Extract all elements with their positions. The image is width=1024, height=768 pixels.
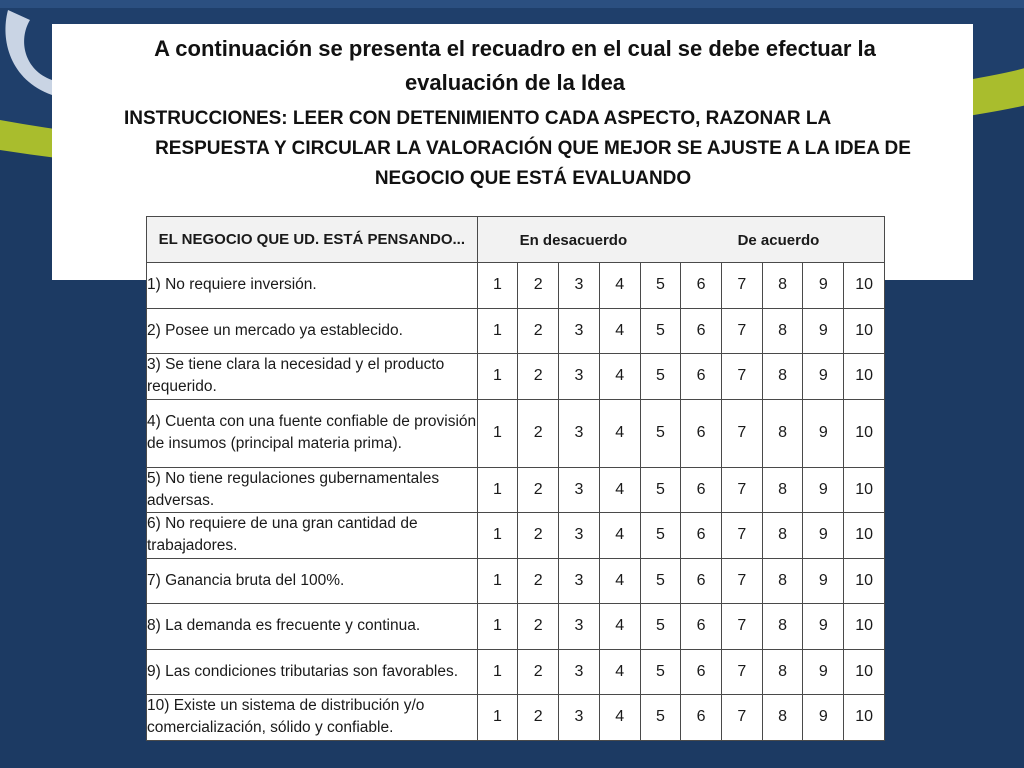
rating-option[interactable]: 5 [640,513,681,559]
aspect-cell: 1) No requiere inversión. [147,263,478,309]
rating-option[interactable]: 9 [803,604,844,650]
rating-option[interactable]: 10 [844,467,885,513]
rating-option[interactable]: 2 [518,649,559,695]
rating-option[interactable]: 6 [681,263,722,309]
rating-option[interactable]: 3 [559,467,600,513]
rating-option[interactable]: 9 [803,467,844,513]
aspect-cell: 6) No requiere de una gran cantidad de trabajadores. [147,513,478,559]
rating-option[interactable]: 9 [803,558,844,604]
table-row [147,263,885,309]
rating-option[interactable]: 9 [803,308,844,354]
table-row [147,695,885,741]
rating-option[interactable]: 7 [722,558,763,604]
rating-option[interactable]: 6 [681,399,722,467]
rating-option[interactable]: 5 [640,604,681,650]
instructions [118,104,948,194]
rating-option[interactable]: 7 [722,263,763,309]
rating-option[interactable]: 4 [599,604,640,650]
rating-option[interactable]: 6 [681,308,722,354]
rating-option[interactable]: 3 [559,354,600,400]
rating-option[interactable]: 8 [762,604,803,650]
rating-option[interactable]: 3 [559,558,600,604]
rating-option[interactable]: 4 [599,467,640,513]
rating-option[interactable]: 8 [762,399,803,467]
rating-option[interactable]: 9 [803,649,844,695]
rating-option[interactable]: 10 [844,263,885,309]
rating-option[interactable]: 1 [477,399,518,467]
rating-option[interactable]: 3 [559,308,600,354]
rating-option[interactable]: 5 [640,467,681,513]
scale-label-disagree: En desacuerdo [519,232,628,249]
rating-option[interactable]: 9 [803,695,844,741]
rating-option[interactable]: 8 [762,308,803,354]
table-body [147,263,885,741]
aspect-cell: 7) Ganancia bruta del 100%. [147,558,478,604]
rating-option[interactable]: 1 [477,263,518,309]
rating-option[interactable]: 4 [599,263,640,309]
rating-option[interactable]: 7 [722,467,763,513]
rating-option[interactable]: 10 [844,649,885,695]
rating-option[interactable]: 10 [844,308,885,354]
rating-option[interactable]: 5 [640,558,681,604]
rating-option[interactable]: 7 [722,354,763,400]
rating-option[interactable]: 6 [681,513,722,559]
rating-option[interactable]: 10 [844,604,885,650]
rating-option[interactable]: 8 [762,649,803,695]
rating-option[interactable]: 1 [477,308,518,354]
aspect-column-header: EL NEGOCIO QUE UD. ESTÁ PENSANDO... [147,217,478,263]
table-row [147,649,885,695]
table-row [147,558,885,604]
rating-option[interactable]: 4 [599,308,640,354]
rating-option[interactable]: 1 [477,513,518,559]
rating-option[interactable]: 7 [722,649,763,695]
rating-option[interactable]: 2 [518,695,559,741]
rating-option[interactable]: 2 [518,513,559,559]
rating-option[interactable]: 8 [762,558,803,604]
rating-option[interactable]: 9 [803,399,844,467]
rating-option[interactable]: 2 [518,399,559,467]
rating-option[interactable]: 9 [803,354,844,400]
rating-option[interactable]: 8 [762,467,803,513]
rating-option[interactable]: 2 [518,354,559,400]
rating-option[interactable]: 2 [518,263,559,309]
rating-option[interactable]: 5 [640,354,681,400]
rating-option[interactable]: 4 [599,695,640,741]
rating-option[interactable]: 6 [681,649,722,695]
table-row [147,354,885,400]
rating-option[interactable]: 10 [844,558,885,604]
aspect-cell: 2) Posee un mercado ya establecido. [147,308,478,354]
rating-option[interactable]: 5 [640,695,681,741]
aspect-cell: 3) Se tiene clara la necesidad y el producto requerido. [147,354,478,400]
aspect-cell: 5) No tiene regulaciones gubernamentales adversas. [147,467,478,513]
rating-option[interactable]: 7 [722,513,763,559]
rating-option[interactable]: 6 [681,558,722,604]
aspect-cell: 8) La demanda es frecuente y continua. [147,604,478,650]
aspect-cell: 4) Cuenta con una fuente confiable de provisión de insumos (principal materia prima). [147,399,478,467]
table-row [147,308,885,354]
rating-option[interactable]: 10 [844,513,885,559]
rating-option[interactable]: 7 [722,604,763,650]
rating-option[interactable]: 9 [803,513,844,559]
rating-option[interactable]: 1 [477,467,518,513]
aspect-cell: 9) Las condiciones tributarias son favorables. [147,649,478,695]
rating-option[interactable]: 6 [681,695,722,741]
rating-option[interactable]: 1 [477,604,518,650]
instructions-line-1: INSTRUCCIONES: LEER CON DETENIMIENTO CADA ASPECTO, RAZONAR LA [124,108,832,129]
rating-option[interactable]: 3 [559,604,600,650]
instructions-line-3: NEGOCIO QUE ESTÁ EVALUANDO [374,168,692,189]
rating-option[interactable]: 4 [599,354,640,400]
rating-option[interactable]: 7 [722,308,763,354]
rating-option[interactable]: 3 [559,263,600,309]
rating-option[interactable]: 5 [640,649,681,695]
rating-option[interactable]: 9 [803,263,844,309]
rating-option[interactable]: 5 [640,399,681,467]
rating-option[interactable]: 6 [681,354,722,400]
rating-option[interactable]: 4 [599,649,640,695]
rating-option[interactable]: 6 [681,467,722,513]
rating-option[interactable]: 7 [722,695,763,741]
rating-option[interactable]: 2 [518,308,559,354]
rating-option[interactable]: 2 [518,604,559,650]
scale-label-agree: De acuerdo [737,232,820,249]
rating-option[interactable]: 8 [762,513,803,559]
table-row [147,513,885,559]
rating-option[interactable]: 7 [722,399,763,467]
rating-option[interactable]: 3 [559,399,600,467]
rating-option[interactable]: 4 [599,513,640,559]
rating-option[interactable]: 1 [477,649,518,695]
scale-header [477,217,884,263]
table-row [147,604,885,650]
rating-option[interactable]: 6 [681,604,722,650]
rating-option[interactable]: 2 [518,558,559,604]
rating-option[interactable]: 1 [477,558,518,604]
instructions-line-2: RESPUESTA Y CIRCULAR LA VALORACIÓN QUE MEJOR SE AJUSTE A LA IDEA DE [155,138,911,159]
aspect-cell: 10) Existe un sistema de distribución y/o comercialización, sólido y confiable. [147,695,478,741]
page-title: A continuación se presenta el recuadro en el cual se debe efectuar la evaluación de la Idea [154,36,876,95]
rating-option[interactable]: 5 [640,308,681,354]
evaluation-table [146,216,885,741]
rating-option[interactable]: 3 [559,649,600,695]
rating-option[interactable]: 10 [844,399,885,467]
table-row [147,399,885,467]
rating-option[interactable]: 4 [599,399,640,467]
rating-option[interactable]: 4 [599,558,640,604]
rating-option[interactable]: 8 [762,263,803,309]
rating-option[interactable]: 5 [640,263,681,309]
rating-option[interactable]: 3 [559,513,600,559]
rating-option[interactable]: 8 [762,695,803,741]
table-row [147,467,885,513]
rating-option[interactable]: 8 [762,354,803,400]
rating-option[interactable]: 1 [477,354,518,400]
rating-option[interactable]: 3 [559,695,600,741]
rating-option[interactable]: 10 [844,354,885,400]
rating-option[interactable]: 10 [844,695,885,741]
rating-option[interactable]: 1 [477,695,518,741]
rating-option[interactable]: 2 [518,467,559,513]
